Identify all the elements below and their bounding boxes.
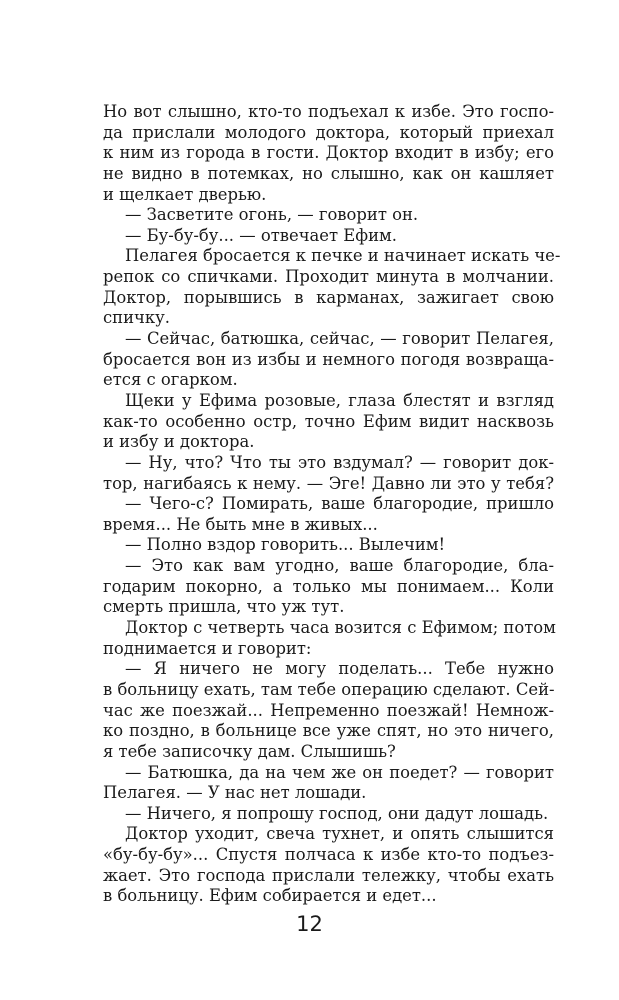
text-line: — Ну, что? Что ты это вздумал? — говорит док- — [125, 452, 554, 472]
text-line: — Сейчас, батюшка, сейчас, — говорит Пелагея, — [125, 329, 554, 349]
body-text — [103, 102, 561, 907]
page-number: 12 — [296, 912, 323, 936]
text-line: — Это как вам угодно, ваше благородие, бла- — [125, 556, 554, 576]
text-line: «бу-бу-бу»... Спустя полчаса к избе кто-то подъез- — [103, 845, 554, 865]
text-line: бросается вон из избы и немного погодя возвраща- — [103, 349, 554, 369]
text-line: в больницу. Ефим собирается и едет... — [103, 886, 437, 906]
text-line: — Засветите огонь, — говорит он. — [125, 205, 419, 225]
text-line: — Я ничего не могу поделать... Тебе нужно — [125, 659, 554, 679]
text-line: не видно в потемках, но слышно, как он кашляет — [103, 163, 554, 183]
text-line: и щелкает дверью. — [103, 184, 267, 204]
text-line: тор, нагибаясь к нему. — Эге! Давно ли это у тебя? — [103, 473, 554, 493]
text-line: время... Не быть мне в живых... — [103, 514, 378, 534]
text-line: и избу и доктора. — [103, 432, 255, 452]
text-line: как-то особенно остр, точно Ефим видит насквозь — [103, 411, 554, 431]
text-line: Пелагея. — У нас нет лошади. — [103, 783, 367, 803]
text-line: — Ничего, я попрошу господ, они дадут лошадь. — [125, 803, 549, 823]
text-line: — Батюшка, да на чем же он поедет? — говорит — [125, 762, 554, 782]
text-line: — Полно вздор говорить... Вылечим! — [125, 535, 446, 555]
text-line: час же поезжай... Непременно поезжай! Немнож- — [103, 700, 554, 720]
text-line: Но вот слышно, кто-то подъехал к избе. Это госпо- — [103, 102, 554, 121]
text-line: спичку. — [103, 308, 170, 328]
text-line: ется с огарком. — [103, 370, 238, 390]
text-line: смерть пришла, что уж тут. — [103, 597, 345, 617]
text-line: Щеки у Ефима розовые, глаза блестят и взгляд — [125, 390, 554, 410]
text-line: Пелагея бросается к печке и начинает искать че- — [125, 246, 561, 266]
text-line: ко поздно, в больнице все уже спят, но это ничего, — [103, 721, 554, 741]
text-line: я тебе записочку дам. Слышишь? — [103, 741, 396, 761]
text-line: Доктор, порывшись в карманах, зажигает свою — [103, 287, 554, 307]
text-line: да прислали молодого доктора, который приехал — [103, 122, 554, 142]
text-line: жает. Это господа прислали тележку, чтобы ехать — [103, 865, 554, 885]
text-line: Доктор уходит, свеча тухнет, и опять слышится — [125, 824, 554, 844]
text-line: — Чего-с? Помирать, ваше благородие, пришло — [125, 494, 554, 514]
text-line: к ним из города в гости. Доктор входит в избу; его — [103, 143, 554, 163]
text-line: годарим покорно, а только мы понимаем... Коли — [103, 576, 554, 596]
text-line: в больницу ехать, там тебе операцию сделают. Сей- — [103, 679, 555, 699]
text-line: Доктор с четверть часа возится с Ефимом; потом — [125, 618, 556, 638]
text-line: — Бу-бу-бу... — отвечает Ефим. — [125, 225, 397, 245]
text-line: поднимается и говорит: — [103, 638, 312, 658]
text-line: репок со спичками. Проходит минута в молчании. — [103, 267, 554, 287]
